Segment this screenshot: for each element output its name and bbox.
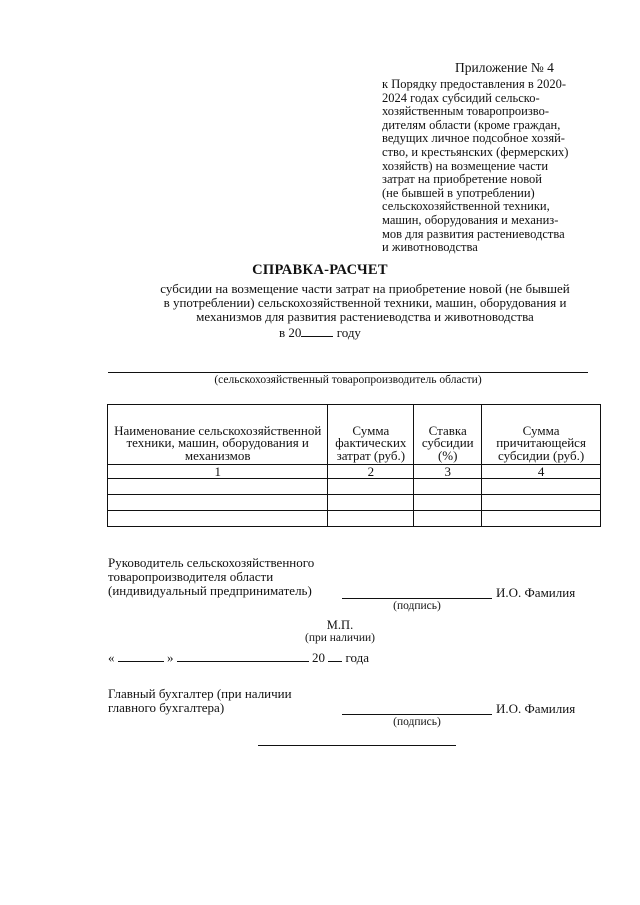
table-cell[interactable] xyxy=(108,479,328,495)
appendix-line: (не бывшей в употреблении) xyxy=(382,185,535,200)
head-name-placeholder: И.О. Фамилия xyxy=(496,585,576,600)
table-cell[interactable] xyxy=(482,479,601,495)
subtitle-line: в употреблении) сельскохозяйственной техники, машин, оборудования и xyxy=(163,295,567,310)
appendix-line: 2024 годах субсидий сельско- xyxy=(382,90,540,105)
appendix-line: к Порядку предоставления в 2020- xyxy=(382,77,567,91)
year-blank[interactable] xyxy=(301,325,333,337)
date-close-quote: » xyxy=(167,650,174,665)
head-signature-caption: (подпись) xyxy=(393,600,441,612)
column-number: 4 xyxy=(482,465,601,479)
appendix-line: ведущих личное подсобное хозяй- xyxy=(382,131,565,146)
head-label-line: (индивидуальный предприниматель) xyxy=(108,583,312,598)
head-label-line: Руководитель сельскохозяйственного xyxy=(108,555,315,570)
accountant-signature-line[interactable] xyxy=(342,714,492,715)
column-number: 3 xyxy=(414,465,482,479)
column-number-row xyxy=(108,465,601,479)
table-cell[interactable] xyxy=(328,511,414,527)
appendix-line: мов для развития растениеводства xyxy=(382,226,565,241)
table-cell[interactable] xyxy=(414,479,482,495)
accountant-label-line: главного бухгалтера) xyxy=(108,700,225,715)
head-label-line: товаропроизводителя области xyxy=(108,569,274,584)
head-signatory-label xyxy=(108,556,314,598)
table-cell[interactable] xyxy=(328,479,414,495)
table-row xyxy=(108,479,601,495)
table-cell[interactable] xyxy=(108,495,328,511)
subtitle-line: механизмов для развития растениеводства и животноводства xyxy=(196,309,534,324)
column-number: 1 xyxy=(108,465,328,479)
appendix-title: Приложение № 4 xyxy=(455,60,554,75)
calculation-table xyxy=(107,404,601,527)
appendix-line: машин, оборудования и механиз- xyxy=(382,212,559,227)
appendix-line: сельскохозяйственной техники, xyxy=(382,199,550,214)
year-suffix: году xyxy=(336,325,361,340)
appendix-line: затрат на приобретение новой xyxy=(382,172,542,187)
head-signature-line[interactable] xyxy=(342,598,492,599)
appendix-line: дителям области (кроме граждан, xyxy=(382,117,561,132)
appendix-line: ство, и крестьянских (фермерских) xyxy=(382,144,569,159)
date-year-suffix: года xyxy=(345,650,370,665)
year-line xyxy=(0,325,640,341)
header-actual-costs: Сумма фактических затрат (руб.) xyxy=(328,405,414,465)
accountant-name-placeholder: И.О. Фамилия xyxy=(496,701,576,716)
table-cell[interactable] xyxy=(108,511,328,527)
stamp-label: М.П. xyxy=(326,618,354,632)
producer-line[interactable] xyxy=(108,372,588,373)
appendix-reference xyxy=(382,78,607,255)
table-cell[interactable] xyxy=(414,495,482,511)
producer-caption: (сельскохозяйственный товаропроизводитель области) xyxy=(214,374,482,386)
document-title: СПРАВКА-РАСЧЕТ xyxy=(252,262,388,278)
accountant-label-line: Главный бухгалтер (при наличии xyxy=(108,686,292,701)
table-header-row xyxy=(108,405,601,465)
appendix-line: хозяйств) на возмещение части xyxy=(382,158,549,173)
header-subsidy-rate: Ставка субсидии (%) xyxy=(414,405,482,465)
table-row xyxy=(108,495,601,511)
stamp-note: (при наличии) xyxy=(305,632,375,644)
date-year-blank[interactable] xyxy=(328,650,342,662)
appendix-line: хозяйственным товаропроизво- xyxy=(382,104,549,119)
document-subtitle xyxy=(110,282,620,324)
table-cell[interactable] xyxy=(328,495,414,511)
date-day-blank[interactable] xyxy=(118,650,164,662)
date-open-quote: « xyxy=(108,650,115,665)
year-prefix: в 20 xyxy=(279,325,302,340)
table-row xyxy=(108,511,601,527)
accountant-label xyxy=(108,687,292,715)
bottom-divider xyxy=(258,745,456,746)
header-subsidy-amount: Сумма причитающейся субсидии (руб.) xyxy=(482,405,601,465)
column-number: 2 xyxy=(328,465,414,479)
header-name: Наименование сельскохозяйственной техники, машин, оборудования и механизмов xyxy=(108,405,328,465)
subtitle-line: субсидии на возмещение части затрат на приобретение новой (не бывшей xyxy=(160,281,570,296)
table-cell[interactable] xyxy=(482,511,601,527)
date-month-blank[interactable] xyxy=(177,650,309,662)
table-cell[interactable] xyxy=(414,511,482,527)
table-cell[interactable] xyxy=(482,495,601,511)
date-year-prefix: 20 xyxy=(312,650,325,665)
date-line xyxy=(108,650,369,666)
appendix-line: и животноводства xyxy=(382,240,478,255)
accountant-signature-caption: (подпись) xyxy=(393,716,441,728)
